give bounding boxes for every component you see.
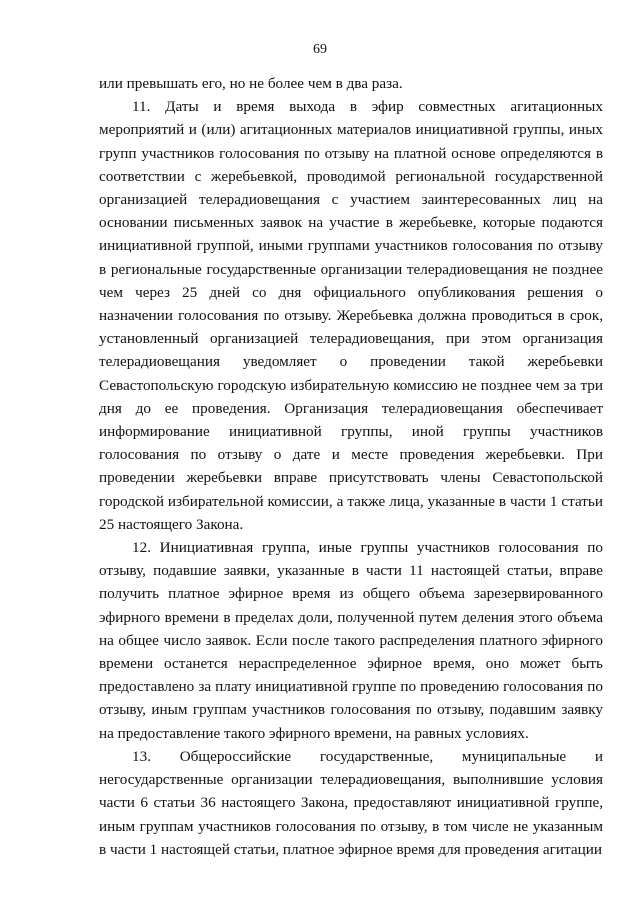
paragraph-12: 12. Инициативная группа, иные группы участников голосования по отзыву, подавшие заявки, указанные в части 11 настоящей статьи, вправе получить платное эфирное время из общего объема зарезервированного эфирного времени в пределах доли, полученной путем деления этого объема на общее число заявок. Если после такого распределения платного эфирного времени останется нераспределенное эфирное время, оно может быть предоставлено за плату инициативной группе по проведению голосования по отзыву, иным группам участников голосования по отзыву, подавшим заявку на предоставление такого эфирного времени, на равных условиях. — [99, 539, 603, 742]
paragraph-11: 11. Даты и время выхода в эфир совместных агитационных мероприятий и (или) агитационных материалов инициативной группы, иных групп участников голосования по отзыву на платной основе определяются в соответствии с жеребьевкой, проводимой региональной государственной организацией телерадиовещания с участием заинтересованных лиц на основании письменных заявок на участие в жеребьевке, которые подаются инициативной группой, иными группами участников голосования по отзыву в региональные государственные организации телерадиовещания не позднее чем через 25 дней со дня официального опубликования решения о назначении голосования по отзыву. Жеребьевка должна проводиться в срок, установленный организацией телерадиовещания, при этом организация телерадиовещания уведомляет о проведении такой жеребьевки Севастопольскую городскую избирательную комиссию не позднее чем за три дня до ее проведения. Организация телерадиовещания обеспечивает информирование инициативной группы, иной группы участников голосования по отзыву о дате и месте проведения жеребьевки. При проведении жеребьевки вправе присутствовать члены Севастопольской городской избирательной комиссии, а также лица, указанные в части 1 статьи 25 настоящего Закона. — [99, 98, 603, 533]
paragraph-13: 13. Общероссийские государственные, муниципальные и негосударственные организации телерадиовещания, выполнившие условия части 6 статьи 36 настоящего Закона, предоставляют инициативной группе, иным группам участников голосования по отзыву, в том числе не указанным в части 1 настоящей статьи, платное эфирное время для проведения агитации — [99, 747, 603, 858]
page-number: 69 — [313, 42, 327, 57]
paragraph-continuation: или превышать его, но не более чем в два раза. — [99, 75, 403, 92]
document-body — [99, 72, 603, 861]
